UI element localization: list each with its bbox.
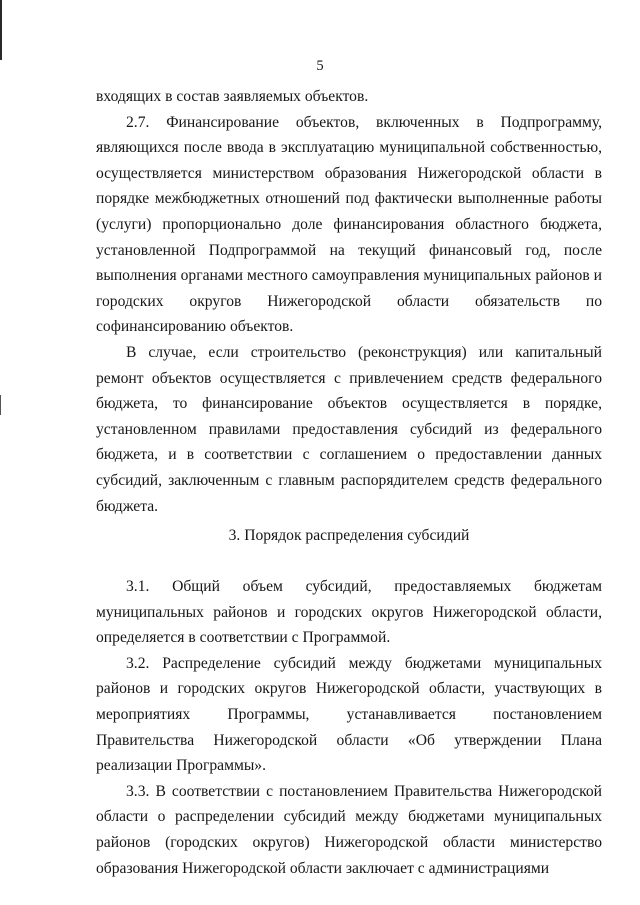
paragraph-3-3: 3.3. В соответствии с постановлением Правительства Нижегородской области о распределении субсидий между бюджетами муниципальных районов (городских округов) Нижегородской области министерство образования Нижегородской области заключает с администрациями — [96, 782, 602, 877]
text-block-lower — [96, 574, 602, 881]
text-block-upper — [96, 84, 602, 519]
section-heading: 3. Порядок распределения субсидий — [228, 527, 470, 544]
scan-edge-mark — [0, 0, 2, 60]
section-heading-block — [96, 523, 602, 549]
paragraph-federal-funding: В случае, если строительство (реконструкция) или капитальный ремонт объектов осуществляется с привлечением средств федерального бюджета, то финансирование объектов осуществляется в порядке, установленном правилами предоставления субсидий из федерального бюджета, и в соответствии с соглашением о предоставлении данных субсидий, заключенным с главным распорядителем средств федерального бюджета. — [96, 343, 602, 515]
paragraph-2-7: 2.7. Финансирование объектов, включенных в Подпрограмму, являющихся после ввода в эксплуатацию муниципальной собственностью, осуществляется министерством образования Нижегородской области в порядке межбюджетных отношений под фактически выполненные работы (услуги) пропорционально доле финансирования областного бюджета, установленной Подпрограммой на текущий финансовый год, после выполнения органами местного самоуправления муниципальных районов и городских округов Нижегородской области обязательств по софинансированию объектов. — [96, 113, 602, 336]
scan-margin-mark — [0, 395, 1, 415]
continuation-line: входящих в состав заявляемых объектов. — [96, 88, 369, 105]
page-number: 5 — [316, 58, 324, 74]
paragraph-3-1: 3.1. Общий объем субсидий, предоставляемых бюджетам муниципальных районов и городских округов Нижегородской области, определяется в соответствии с Программой. — [96, 578, 602, 647]
paragraph-3-2: 3.2. Распределение субсидий между бюджетами муниципальных районов и городских округов Нижегородской области, участвующих в мероприятиях Программы, устанавливается постановлением Правительства Нижегородской области «Об утверждении Плана реализации Программы». — [96, 654, 602, 775]
